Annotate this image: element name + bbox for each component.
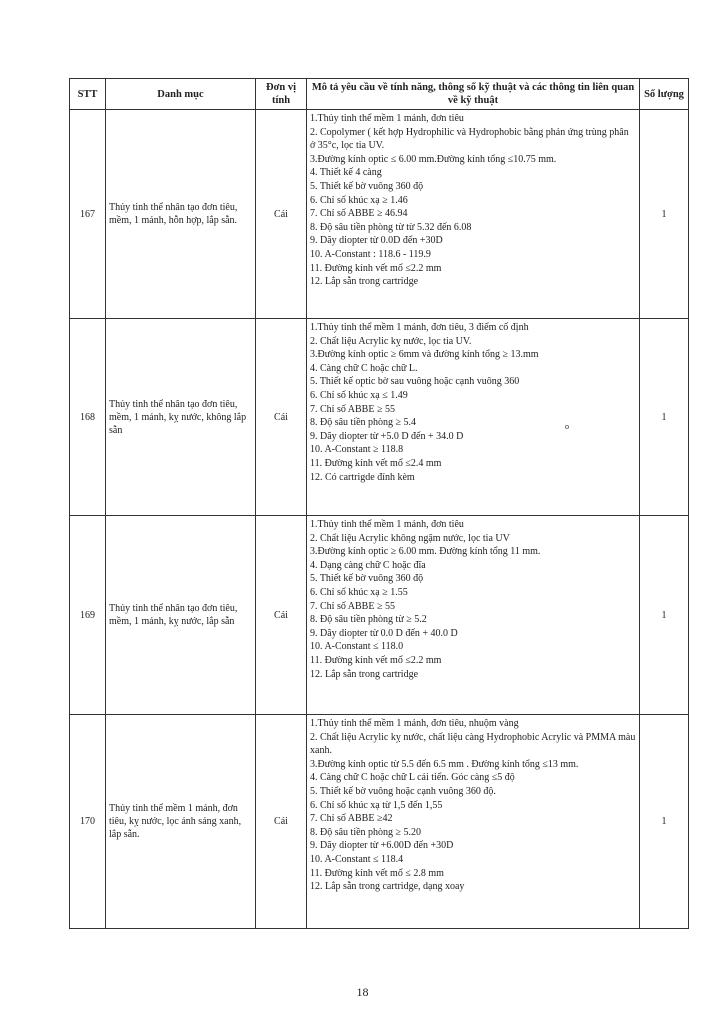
row-stt: 170 xyxy=(70,715,106,929)
spec-line: 3.Đường kính optic ≥ 6mm và đường kính tổng ≥ 13.mm xyxy=(310,349,539,361)
header-stt: STT xyxy=(70,79,106,110)
row-qty: 1 xyxy=(640,516,689,715)
spec-line: 4. Càng chữ C hoặc chữ L cải tiến. Góc càng ≤5 độ xyxy=(310,772,515,784)
spec-line: 7. Chỉ số ABBE ≥ 55 xyxy=(310,403,395,415)
row-specs xyxy=(307,319,640,516)
spec-line: 10. A-Constant ≤ 118.0 xyxy=(310,641,404,653)
spec-line: 5. Thiết kế bờ vuông 360 độ xyxy=(310,180,424,192)
header-category: Danh mục xyxy=(106,79,256,110)
table-row xyxy=(70,516,689,715)
spec-line: 4. Càng chữ C hoặc chữ L. xyxy=(310,362,418,374)
spec-line: 1.Thủy tinh thể mềm 1 mảnh, đơn tiêu xyxy=(310,519,464,530)
row-specs xyxy=(307,516,640,715)
spec-line: 5. Thiết kế bờ vuông hoặc cạnh vuông 360 độ. xyxy=(310,785,496,797)
spec-line: 5. Thiết kế optic bờ sau vuông hoặc cạnh vuông 360 xyxy=(310,376,520,388)
spec-line: 3.Đường kính optic từ 5.5 đến 6.5 mm . Đường kính tổng ≤13 mm. xyxy=(310,758,579,770)
spec-line: 11. Đường kính vết mổ ≤2.4 mm xyxy=(310,457,442,469)
spec-line: 9. Dãy diopter từ 0.0 D đến + 40.0 D xyxy=(310,627,458,639)
header-spec: Mô tả yêu cầu về tính năng, thông số kỹ thuật và các thông tin liên quan về kỹ thuật xyxy=(307,79,640,110)
spec-line: 3.Đường kính optic ≥ 6.00 mm. Đường kính tổng 11 mm. xyxy=(310,546,541,558)
spec-table-container xyxy=(69,78,688,929)
row-name: Thủy tinh thể nhân tạo đơn tiêu, mềm, 1 mảnh, hỗn hợp, lắp sẵn. xyxy=(106,110,256,319)
spec-line: 12. Lắp sẵn trong cartridge xyxy=(310,668,419,680)
spec-line: 7. Chỉ số ABBE ≥42 xyxy=(310,813,393,825)
spec-line: 6. Chỉ số khúc xạ ≤ 1.49 xyxy=(310,389,408,401)
row-specs xyxy=(307,110,640,319)
row-unit: Cái xyxy=(256,319,307,516)
spec-line: 2. Copolymer ( kết hợp Hydrophilic và Hydrophobic bằng phản ứng trùng phân ở 35°c, lọc tia UV. xyxy=(310,126,629,152)
spec-line: 1.Thủy tinh thể mềm 1 mảnh, đơn tiêu, nhuộm vàng xyxy=(310,718,519,729)
spec-line: 10. A-Constant ≤ 118.4 xyxy=(310,853,404,865)
spec-line: 7. Chỉ số ABBE ≥ 46.94 xyxy=(310,208,408,220)
spec-line: 12. Lắp sẵn trong cartridge xyxy=(310,276,419,288)
page-number: 18 xyxy=(356,985,369,999)
row-stt: 168 xyxy=(70,319,106,516)
row-name: Thủy tinh thể nhân tạo đơn tiêu, mềm, 1 mảnh, kỵ nước, không lắp sẵn xyxy=(106,319,256,516)
spec-line: 1.Thủy tinh thể mềm 1 mảnh, đơn tiêu, 3 điểm cố định xyxy=(310,322,529,333)
spec-line: 3.Đường kính optic ≤ 6.00 mm.Đường kính tổng ≤10.75 mm. xyxy=(310,153,557,165)
spec-line: 4. Dạng càng chữ C hoặc đĩa xyxy=(310,559,426,571)
spec-line: 12. Lắp sẵn trong cartridge, dạng xoay xyxy=(310,881,465,893)
spec-line: 9. Dãy diopter từ +6.00D đến +30D xyxy=(310,840,454,852)
header-qty: Số lượng xyxy=(640,79,689,110)
spec-line: 8. Độ sâu tiền phòng từ từ 5.32 đến 6.08 xyxy=(310,221,472,233)
spec-line: 9. Dãy diopter từ 0.0D đến +30D xyxy=(310,235,443,247)
spec-line: 5. Thiết kế bờ vuông 360 độ xyxy=(310,573,424,585)
spec-line: 10. A-Constant ≥ 118.8 xyxy=(310,444,404,456)
spec-line: 10. A-Constant : 118.6 - 119.9 xyxy=(310,248,431,260)
spec-line: 8. Độ sâu tiền phòng ≥ 5.4 xyxy=(310,417,417,429)
spec-line: 11. Đường kính vết mổ ≤2.2 mm xyxy=(310,654,442,666)
header-unit: Đơn vị tính xyxy=(256,79,307,110)
spec-line: 4. Thiết kế 4 càng xyxy=(310,167,382,179)
row-name: Thủy tinh thể mềm 1 mảnh, đơn tiêu, kỵ nước, lọc ánh sáng xanh, lắp sẵn. xyxy=(106,715,256,929)
spec-line: 9. Dãy diopter từ +5.0 D đến + 34.0 D xyxy=(310,430,464,442)
row-unit: Cái xyxy=(256,715,307,929)
table-row xyxy=(70,715,689,929)
row-unit: Cái xyxy=(256,110,307,319)
spec-line: 2. Chất liệu Acrylic không ngậm nước, lọc tia UV xyxy=(310,532,510,544)
row-name: Thủy tinh thể nhân tạo đơn tiêu, mềm, 1 mảnh, kỵ nước, lắp sẵn xyxy=(106,516,256,715)
spec-line: 7. Chỉ số ABBE ≥ 55 xyxy=(310,600,395,612)
spec-line: 11. Đường kính vết mổ ≤ 2.8 mm xyxy=(310,867,444,879)
spec-line: 1.Thủy tinh thể mềm 1 mảnh, đơn tiêu xyxy=(310,113,464,124)
table-row xyxy=(70,110,689,319)
spec-table xyxy=(69,78,689,929)
spec-line: 2. Chất liệu Acrylic kỵ nước, lọc tia UV. xyxy=(310,335,472,347)
spec-line: 8. Độ sâu tiền phòng ≥ 5.20 xyxy=(310,826,422,838)
row-stt: 167 xyxy=(70,110,106,319)
table-row xyxy=(70,319,689,516)
spec-line: 11. Đường kính vết mổ ≤2.2 mm xyxy=(310,262,442,274)
spec-line: 6. Chỉ số khúc xạ ≥ 1.46 xyxy=(310,194,408,206)
row-unit: Cái xyxy=(256,516,307,715)
table-header-row xyxy=(70,79,689,110)
row-stt: 169 xyxy=(70,516,106,715)
row-specs xyxy=(307,715,640,929)
spec-line: 6. Chỉ số khúc xạ ≥ 1.55 xyxy=(310,586,408,598)
spec-line: 12. Có cartrigde đính kèm xyxy=(310,471,415,483)
spec-line: 8. Độ sâu tiền phòng từ ≥ 5.2 xyxy=(310,614,427,626)
spec-line: 2. Chất liệu Acrylic kỵ nước, chất liệu càng Hydrophobic Acrylic và PMMA màu xanh. xyxy=(310,731,636,757)
stray-mark: o xyxy=(565,422,569,431)
spec-line: 6. Chỉ số khúc xạ từ 1,5 đến 1,55 xyxy=(310,799,443,811)
row-qty: 1 xyxy=(640,319,689,516)
row-qty: 1 xyxy=(640,715,689,929)
row-qty: 1 xyxy=(640,110,689,319)
